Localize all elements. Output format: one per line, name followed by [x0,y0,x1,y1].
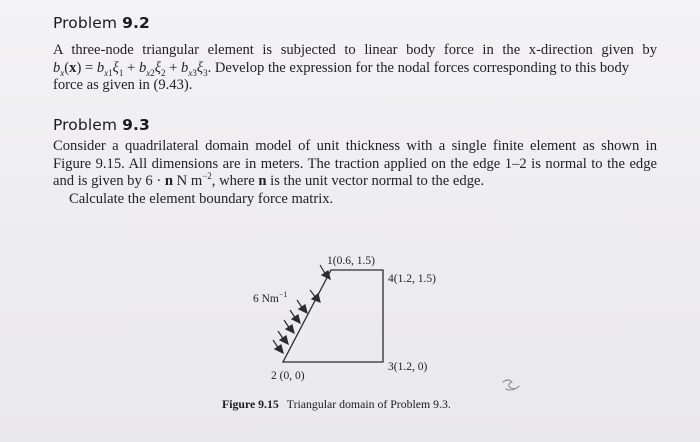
body-force-formula: $b_x(x) = b_{x1}\xi_1 + b_{x2}\xi_2 + b_{x3}\xi_3$ [53,59,208,78]
problem-label: Problem [53,14,118,32]
problem-9-3-line-4: Calculate the element boundary force matrix. [69,190,334,207]
problem-label: Problem [53,116,118,134]
figure-caption [222,397,451,411]
traction-label [253,290,287,305]
problem-9-3-line-1: Consider a quadrilateral domain model of unit thickness with a single finite element as shown in [53,138,657,154]
problem-9-3-line-2: Figure 9.15. All dimensions are in meters. The traction applied on the edge 1–2 is normal to the edge [53,155,657,172]
node-3-label: 3(1.2, 0) [388,361,428,373]
node-1-label: 1(0.6, 1.5) [327,255,375,267]
traction-unit: N m [173,173,203,189]
traction-arrow [310,290,320,302]
normal-vector-symbol: n [258,173,267,189]
caption-label: Figure 9.15 [222,397,279,411]
traction-value: 6 Nm [253,293,279,305]
traction-text-mid: , where [211,173,259,189]
traction-arrows [273,265,330,353]
node-2-label: 2 (0, 0) [271,370,305,382]
traction-arrow [284,320,294,333]
node-4-label: 4(1.2, 1.5) [388,273,436,285]
normal-vector-symbol: n [164,173,173,189]
traction-arrow [297,300,307,313]
traction-text-end: is the unit vector normal to the edge. [266,173,485,189]
traction-arrow [273,340,283,353]
problem-number: 9.3 [122,116,150,134]
traction-arrow [320,265,330,279]
problem-9-2-line-1: A three-node triangular element is subjected to linear body force in the x-direction given by [53,42,657,58]
problem-9-2-line-3: force as given in (9.43). [53,77,193,93]
pen-scribble [503,380,519,390]
traction-arrow [278,331,288,344]
problem-number: 9.2 [122,14,150,32]
traction-exponent: −2 [202,171,212,182]
traction-exponent: −1 [278,290,288,299]
traction-arrow [290,310,300,323]
caption-text: Triangular domain of Problem 9.3. [286,397,451,411]
traction-text: and is given by 6 · [53,173,165,189]
problem-9-2-line-2-text: . Develop the expression for the nodal forces corresponding to this body [207,59,630,76]
